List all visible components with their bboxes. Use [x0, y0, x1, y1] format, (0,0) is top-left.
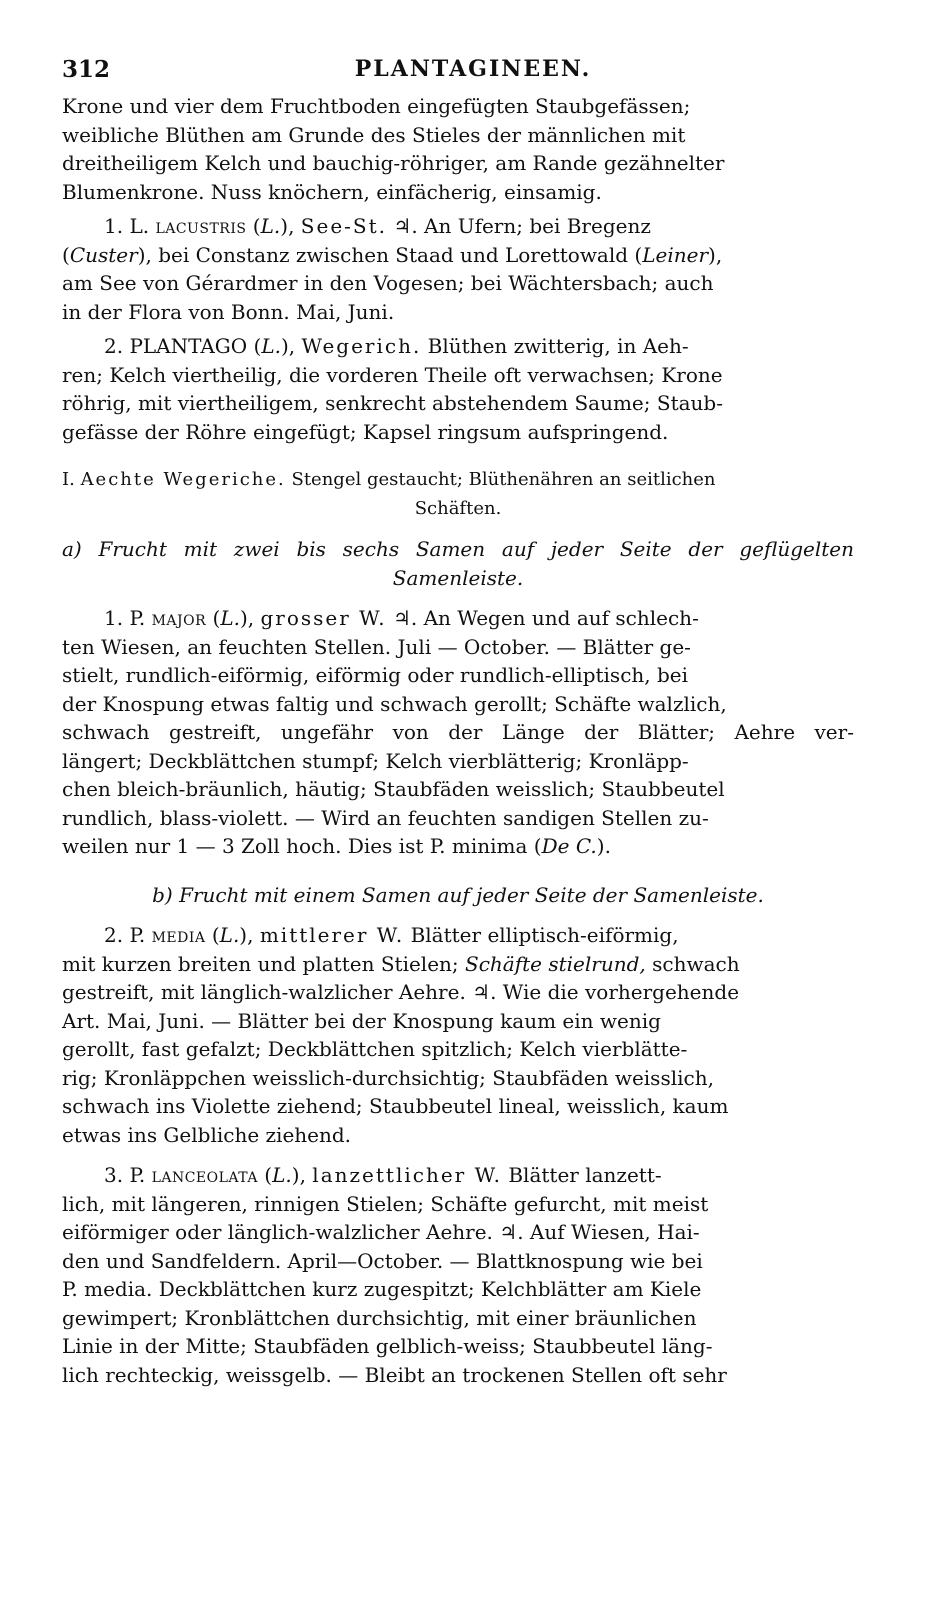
text-line [62, 332, 854, 361]
centered-text-line [62, 564, 854, 593]
text-segment: ), [708, 242, 723, 267]
text-line [62, 1190, 854, 1219]
text-segment: der Knospung etwas faltig und schwach gerollt; Schäfte walzlich, [62, 691, 727, 716]
text-segment: P. media. Deckblättchen kurz zugespitzt; Kelchblätter am Kiele [62, 1277, 702, 1301]
text-line [62, 1064, 854, 1093]
text-segment: mittlerer W. [259, 923, 405, 947]
text-segment: 2. PLANTAGO ( [104, 334, 262, 358]
paragraph-gap [62, 861, 854, 881]
text-line [62, 950, 854, 979]
text-line [62, 1247, 854, 1276]
text-segment: Blumenkrone. Nuss knöchern, einfächerig, einsamig. [62, 179, 602, 204]
text-segment: ), [280, 334, 302, 358]
text-segment: L. [272, 1163, 292, 1187]
paragraph-gap [62, 1149, 854, 1161]
text-segment: chen bleich-bräunlich, häutig; Staubfäden weisslich; Staubbeutel [62, 777, 725, 801]
text-segment: lacustris [155, 214, 247, 238]
text-segment: ), bei Constanz zwischen Staad und Lorettowald ( [137, 242, 643, 267]
text-segment: ♃. An Ufern; bei Bregenz [387, 214, 651, 238]
text-segment: gerollt, fast gefalzt; Deckblättchen spitzlich; Kelch vierblätte- [62, 1037, 688, 1061]
text-line [62, 1007, 854, 1036]
text-segment: schwach ins Violette ziehend; Staubbeutel lineal, weisslich, kaum [62, 1094, 729, 1118]
text-segment: major [151, 606, 207, 630]
text-segment: ♃. An Wegen und auf schlech- [386, 606, 699, 630]
text-segment: L. [220, 606, 240, 630]
paragraph-gap [62, 446, 854, 466]
text-line [62, 661, 854, 690]
text-segment: ), [291, 1163, 313, 1187]
text-segment: den und Sandfeldern. April—October. — Blattknospung wie bei [62, 1248, 703, 1273]
text-segment: grosser W. [260, 606, 387, 630]
text-segment: stielt, rundlich-eiförmig, eiförmig oder rundlich-elliptisch, bei [62, 663, 689, 687]
text-segment: ( [62, 242, 70, 267]
text-line [62, 92, 854, 121]
text-line [62, 633, 854, 662]
text-line [62, 775, 854, 804]
text-segment: 1. P. [104, 606, 152, 630]
text-line [62, 466, 854, 495]
text-segment: lich, mit längeren, rinnigen Stielen; Schäfte gefurcht, mit meist [62, 1191, 709, 1216]
text-segment: mit kurzen breiten und platten Stielen; [62, 951, 466, 976]
text-line [62, 1161, 854, 1190]
text-line [62, 178, 854, 207]
text-segment: rundlich, blass-violett. — Wird an feuchten sandigen Stellen zu- [62, 805, 709, 830]
centered-text-line [62, 495, 854, 524]
text-line [62, 1121, 854, 1150]
paragraph-gap [62, 523, 854, 535]
text-line [62, 690, 854, 719]
text-line [62, 1361, 854, 1390]
text-segment: schwach gestreift, ungefähr von der Länge der Blätter; Aehre ver- [62, 720, 854, 744]
text-segment: schwach [645, 951, 740, 976]
book-page [62, 52, 854, 1389]
text-segment: Blätter elliptisch-eiförmig, [404, 923, 679, 947]
text-segment: 3. P. [104, 1163, 152, 1187]
paragraph-gap [62, 592, 854, 604]
text-segment: in der Flora von Bonn. Mai, Juni. [62, 299, 395, 324]
text-line [62, 298, 854, 327]
running-head [62, 52, 854, 92]
text-segment: Schäfte stielrund, [465, 951, 646, 976]
text-segment: L. [219, 923, 240, 947]
text-segment: weilen nur 1 — 3 Zoll hoch. Dies ist P. minima ( [62, 834, 542, 858]
text-line [62, 149, 854, 178]
text-segment: gewimpert; Kronblättchen durchsichtig, mit einer bräunlichen [62, 1305, 697, 1330]
text-line [62, 1035, 854, 1064]
text-segment: 2. P. [104, 923, 152, 947]
text-line [62, 804, 854, 833]
text-segment: lanceolata [151, 1163, 258, 1187]
text-line [62, 718, 854, 747]
text-line [62, 604, 854, 633]
text-segment: Stengel gestaucht; Blüthenähren an seitlichen [285, 469, 716, 490]
text-segment: ). [596, 834, 611, 858]
text-segment: Blätter lanzett- [502, 1163, 662, 1187]
text-line [62, 418, 854, 447]
text-segment: L. [261, 334, 281, 358]
running-title: PLANTAGINEEN. [354, 56, 592, 82]
body-text [62, 92, 854, 1389]
text-segment: ), [239, 923, 260, 947]
text-line [62, 1092, 854, 1121]
text-segment: lanzettlicher W. [312, 1163, 502, 1187]
text-segment: ( [257, 1163, 273, 1187]
text-line [62, 535, 854, 564]
text-line [62, 121, 854, 150]
text-line [62, 269, 854, 298]
text-segment: Linie in der Mitte; Staubfäden gelblich-weiss; Staubbeutel läng- [62, 1334, 713, 1358]
page-number: 312 [62, 56, 111, 83]
text-segment: Krone und vier dem Fruchtboden eingefügten Staubgefässen; [62, 94, 691, 118]
text-segment: weibliche Blüthen am Grunde des Stieles der männlichen mit [62, 122, 686, 147]
paragraph-gap [62, 909, 854, 921]
text-segment: ), [280, 214, 301, 238]
text-segment: röhrig, mit viertheiligem, senkrecht abstehendem Saume; Staub- [62, 391, 723, 415]
text-segment: ( [246, 214, 261, 238]
text-segment: eiförmiger oder länglich-walzlicher Aehre. ♃. Auf Wiesen, Hai- [62, 1220, 700, 1244]
text-line [62, 241, 854, 270]
text-segment: See-St. [300, 214, 388, 238]
text-segment: L. [260, 214, 281, 238]
text-segment: ren; Kelch viertheilig, die vorderen Theile oft verwachsen; Krone [62, 362, 723, 387]
text-segment: Aechte Wegeriche. [80, 469, 286, 490]
text-segment: I. [62, 469, 81, 490]
text-segment: am See von Gérardmer in den Vogesen; bei Wächtersbach; auch [62, 271, 714, 295]
text-segment: a) Frucht mit zwei bis sechs Samen auf jeder Seite der geflügelten [62, 537, 854, 561]
text-segment: ), [239, 606, 261, 630]
text-segment: gefässe der Röhre eingefügt; Kapsel ringsum aufspringend. [62, 419, 669, 444]
text-segment: dreitheiligem Kelch und bauchig-röhriger, am Rande gezähnelter [62, 151, 725, 175]
centered-text-line [62, 881, 854, 910]
text-segment: ( [206, 606, 221, 630]
text-segment: Wegerich. [301, 334, 422, 358]
text-line [62, 212, 854, 241]
text-line [62, 1332, 854, 1361]
text-line [62, 978, 854, 1007]
text-line [62, 832, 854, 861]
text-segment: gestreift, mit länglich-walzlicher Aehre. ♃. Wie die vorhergehende [62, 980, 740, 1004]
text-line [62, 747, 854, 776]
text-segment: ( [205, 923, 220, 947]
text-segment: etwas ins Gelbliche ziehend. [62, 1122, 352, 1147]
text-segment: 1. L. [104, 214, 156, 238]
text-segment: längert; Deckblättchen stumpf; Kelch vierblätterig; Kronläpp- [62, 748, 689, 773]
text-segment: Art. Mai, Juni. — Blätter bei der Knospung kaum ein wenig [62, 1008, 661, 1033]
text-segment: media [151, 923, 206, 947]
text-line [62, 921, 854, 950]
text-segment: Blüthen zwitterig, in Aeh- [421, 334, 689, 358]
text-line [62, 361, 854, 390]
text-line [62, 1218, 854, 1247]
text-line [62, 1304, 854, 1333]
text-segment: b) Frucht mit einem Samen auf jeder Seite der Samenleiste. [152, 882, 764, 907]
text-line [62, 389, 854, 418]
text-segment: De C. [541, 834, 597, 858]
text-segment: rig; Kronläppchen weisslich-durchsichtig; Staubfäden weisslich, [62, 1065, 714, 1090]
text-line [62, 1275, 854, 1304]
text-segment: lich rechteckig, weissgelb. — Bleibt an trockenen Stellen oft sehr [62, 1362, 727, 1387]
text-segment: Samenleiste. [392, 565, 524, 590]
text-segment: Custer [69, 242, 138, 267]
text-segment: Schäften. [414, 497, 502, 519]
text-segment: ten Wiesen, an feuchten Stellen. Juli — October. — Blätter ge- [62, 634, 691, 659]
text-segment: Leiner [642, 242, 709, 267]
